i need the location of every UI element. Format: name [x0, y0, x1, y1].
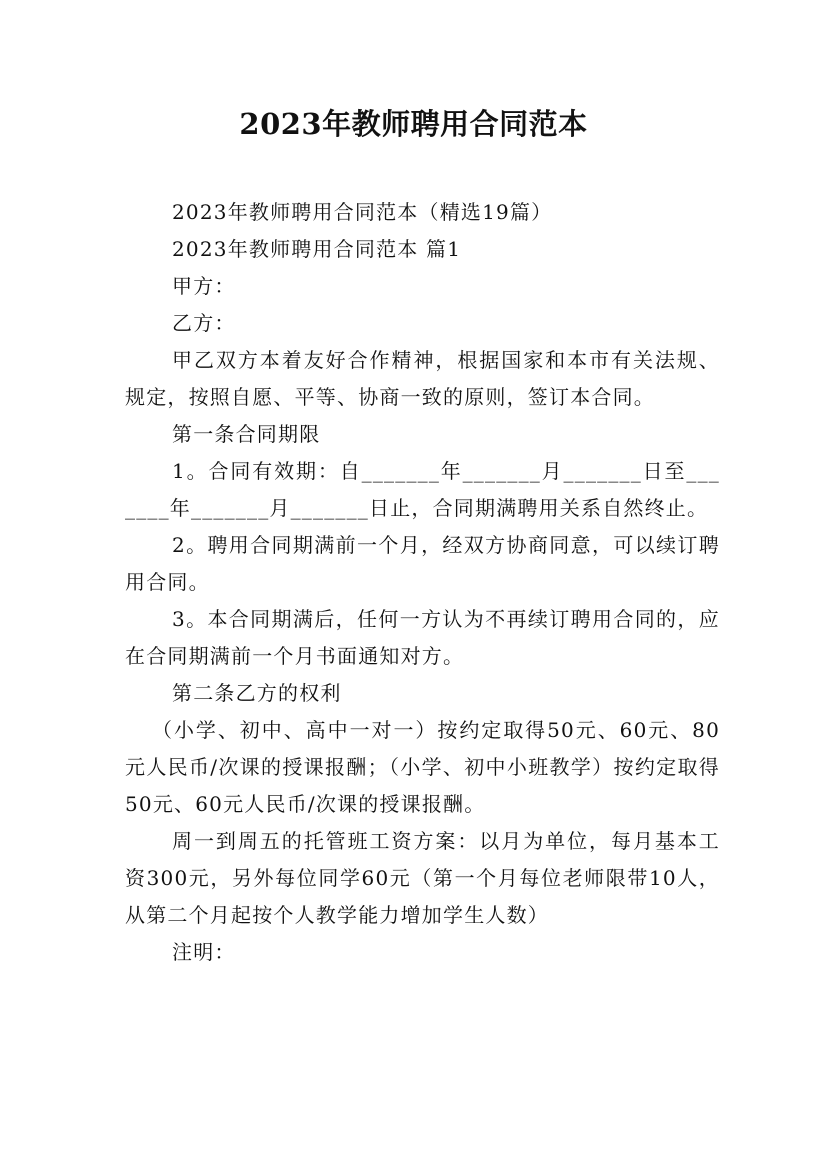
paragraph-note: 注明：	[172, 940, 236, 964]
paragraph-article-1-item-1: 1。合同有效期：自_______年_______月_______日至_______年_______月_______日止，合同期满聘用关系自然终止。	[125, 459, 720, 520]
paragraph-section-heading: 2023年教师聘用合同范本 篇1	[172, 237, 462, 261]
document-title: 2023年教师聘用合同范本	[239, 107, 588, 141]
document-body	[125, 194, 720, 971]
paragraph-article-2-heading: 第二条乙方的权利	[172, 681, 342, 705]
paragraph-article-1-item-2: 2。聘用合同期满前一个月，经双方协商同意，可以续订聘用合同。	[125, 533, 720, 594]
paragraph-party-b: 乙方：	[172, 311, 236, 335]
paragraph-party-a: 甲方：	[172, 274, 236, 298]
paragraph-preamble: 甲乙双方本着友好合作精神，根据国家和本市有关法规、规定，按照自愿、平等、协商一致的原则，签订本合同。	[125, 348, 720, 409]
paragraph-subtitle: 2023年教师聘用合同范本（精选19篇）	[172, 200, 553, 224]
paragraph-article-1-item-3: 3。本合同期满后，任何一方认为不再续订聘用合同的，应在合同期满前一个月书面通知对方。	[125, 607, 720, 668]
paragraph-article-2-fees: （小学、初中、高中一对一）按约定取得50元、60元、80元人民币/次课的授课报酬；（小学、初中小班教学）按约定取得50元、60元人民币/次课的授课报酬。	[125, 718, 720, 816]
paragraph-article-1-heading: 第一条合同期限	[172, 422, 321, 446]
paragraph-article-2-salary: 周一到周五的托管班工资方案：以月为单位，每月基本工资300元，另外每位同学60元（第一个月每位老师限带10人，从第二个月起按个人教学能力增加学生人数）	[125, 829, 720, 927]
